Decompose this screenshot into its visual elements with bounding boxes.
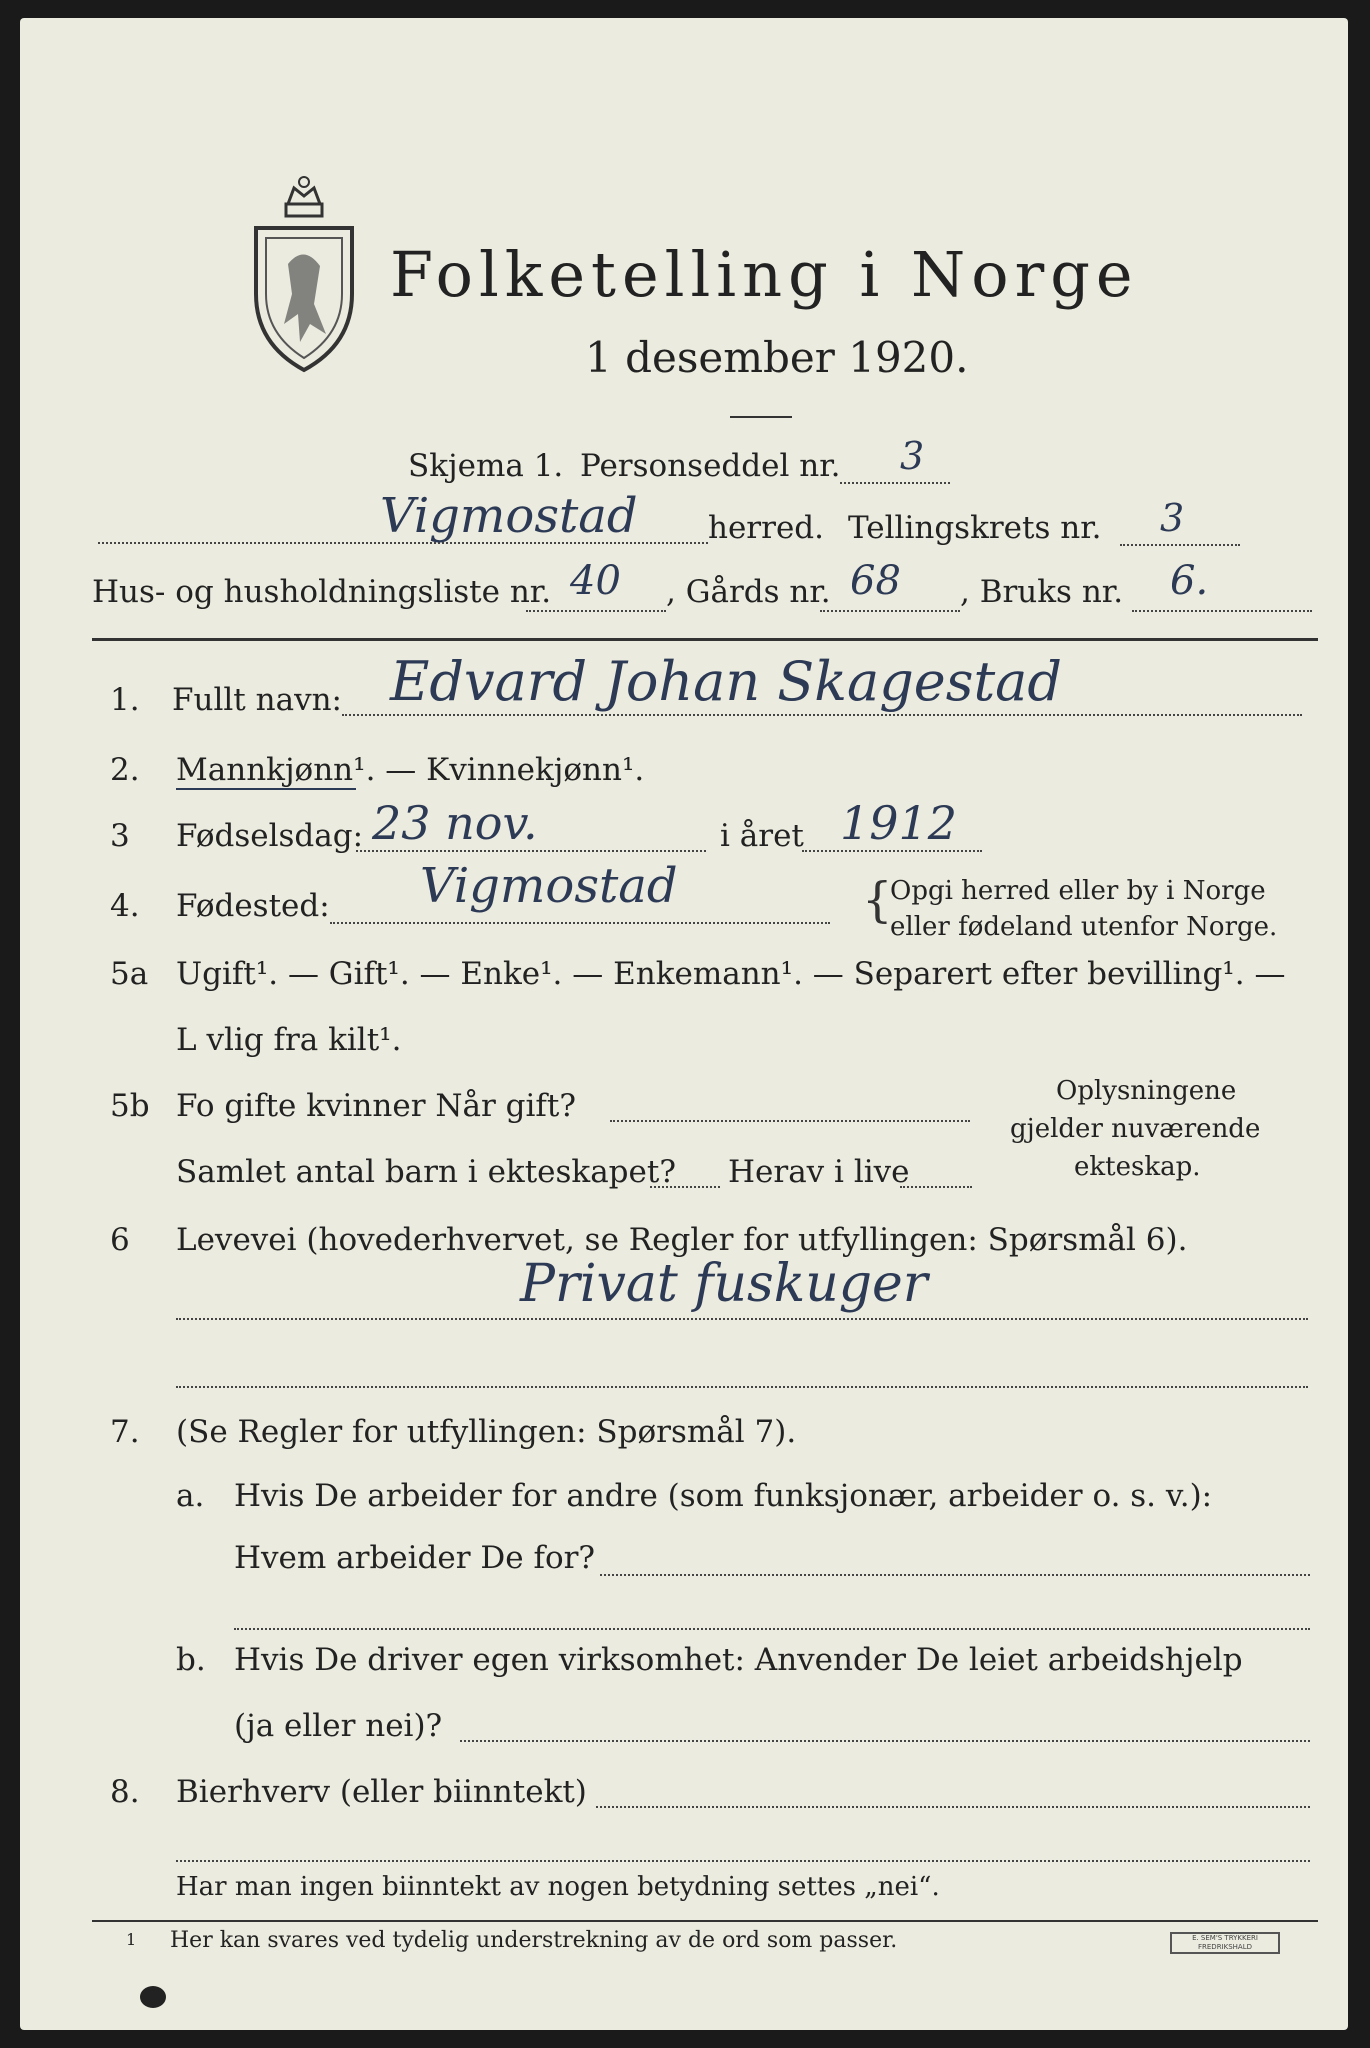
alive-label: Herav i live bbox=[728, 1154, 910, 1190]
occupation-value[interactable]: Privat fuskuger bbox=[520, 1254, 928, 1314]
form-title: Folketelling i Norge bbox=[390, 238, 1139, 311]
q7a-number: a. bbox=[176, 1478, 205, 1514]
q7-number: 7. bbox=[110, 1414, 140, 1450]
q4-label: Fødested: bbox=[176, 888, 330, 924]
herred-value[interactable]: Vigmostad bbox=[380, 488, 638, 544]
q7a-question: Hvem arbeider De for? bbox=[234, 1540, 596, 1576]
birthplace-note-1: Opgi herred eller by i Norge bbox=[890, 876, 1266, 906]
q8-label: Bierhverv (eller biinntekt) bbox=[176, 1774, 587, 1810]
birth-year-value[interactable]: 1912 bbox=[840, 796, 958, 850]
married-when-label: Fo gifte kvinner Når gift? bbox=[176, 1088, 576, 1124]
census-form bbox=[20, 18, 1348, 2030]
census-date: 1 desember 1920. bbox=[585, 333, 969, 382]
no-income-note: Har man ingen biinntekt av nogen betydning settes „nei“. bbox=[176, 1872, 940, 1902]
bruks-value[interactable]: 6. bbox=[1170, 558, 1209, 604]
marriage-note-1: Oplysningene bbox=[1056, 1076, 1237, 1106]
q7b-number: b. bbox=[176, 1642, 206, 1678]
q3-number: 3 bbox=[110, 818, 130, 854]
q7a-text: Hvis De arbeider for andre (som funksjonær, arbeider o. s. v.): bbox=[234, 1478, 1213, 1514]
year-label: i året bbox=[720, 818, 804, 854]
birthday-value[interactable]: 23 nov. bbox=[372, 796, 538, 850]
title-divider bbox=[730, 416, 792, 418]
q8-number: 8. bbox=[110, 1774, 140, 1810]
mannkjonn-underline bbox=[176, 788, 356, 790]
sex-options: Mannkjønn¹. — Kvinnekjønn¹. bbox=[176, 752, 645, 788]
q3-label: Fødselsdag: bbox=[176, 818, 364, 854]
q1-number: 1. bbox=[110, 682, 140, 718]
birthplace-value[interactable]: Vigmostad bbox=[420, 858, 678, 914]
marital-status-options-2: L vlig fra kilt¹. bbox=[176, 1022, 402, 1058]
q7-label: (Se Regler for utfyllingen: Spørsmål 7). bbox=[176, 1414, 797, 1450]
footnote-rule bbox=[92, 1920, 1318, 1922]
husholdningsliste-label: Hus- og husholdningsliste nr. bbox=[92, 574, 552, 610]
tellingskrets-value[interactable]: 3 bbox=[1160, 496, 1185, 540]
husholdningsliste-value[interactable]: 40 bbox=[570, 558, 621, 604]
personseddel-label: Personseddel nr. bbox=[580, 448, 841, 484]
footnote-text: Her kan svares ved tydelig understrekning av de ord som passer. bbox=[170, 1928, 898, 1953]
bruks-label: , Bruks nr. bbox=[960, 574, 1124, 610]
q2-number: 2. bbox=[110, 752, 140, 788]
q7b-question: (ja eller nei)? bbox=[234, 1708, 443, 1744]
q1-label: Fullt navn: bbox=[172, 682, 342, 718]
marriage-note-2: gjelder nuværende bbox=[1010, 1114, 1261, 1144]
full-name-value[interactable]: Edvard Johan Skagestad bbox=[390, 650, 1062, 713]
children-label: Samlet antal barn i ekteskapet? bbox=[176, 1154, 676, 1190]
q5a-number: 5a bbox=[110, 956, 149, 992]
tellingskrets-label: Tellingskrets nr. bbox=[848, 510, 1102, 546]
ink-blot bbox=[140, 1986, 166, 2008]
gards-label: , Gårds nr. bbox=[666, 574, 831, 610]
birthplace-note-2: eller fødeland utenfor Norge. bbox=[890, 912, 1278, 942]
q6-number: 6 bbox=[110, 1222, 130, 1258]
occupation-label: Levevei (hovederhvervet, se Regler for utfyllingen: Spørsmål 6). bbox=[176, 1222, 1188, 1258]
herred-label: herred. bbox=[708, 510, 824, 546]
printer-stamp: E. SEM'S TRYKKERI FREDRIKSHALD bbox=[1170, 1932, 1280, 1954]
skjema-label: Skjema 1. bbox=[408, 448, 564, 484]
note-brace: { bbox=[862, 872, 893, 928]
marital-status-options: Ugift¹. — Gift¹. — Enke¹. — Enkemann¹. — Separert efter bevilling¹. — bbox=[176, 956, 1286, 992]
header-rule bbox=[92, 638, 1318, 641]
marriage-note-3: ekteskap. bbox=[1074, 1152, 1201, 1182]
footnote-mark: 1 bbox=[126, 1930, 137, 1949]
personseddel-value[interactable]: 3 bbox=[900, 434, 925, 478]
q5b-number: 5b bbox=[110, 1088, 150, 1124]
q4-number: 4. bbox=[110, 888, 140, 924]
gards-value[interactable]: 68 bbox=[850, 558, 901, 604]
norwegian-coat-of-arms-icon bbox=[248, 174, 360, 374]
q7b-text: Hvis De driver egen virksomhet: Anvender De leiet arbeidshjelp bbox=[234, 1642, 1243, 1678]
